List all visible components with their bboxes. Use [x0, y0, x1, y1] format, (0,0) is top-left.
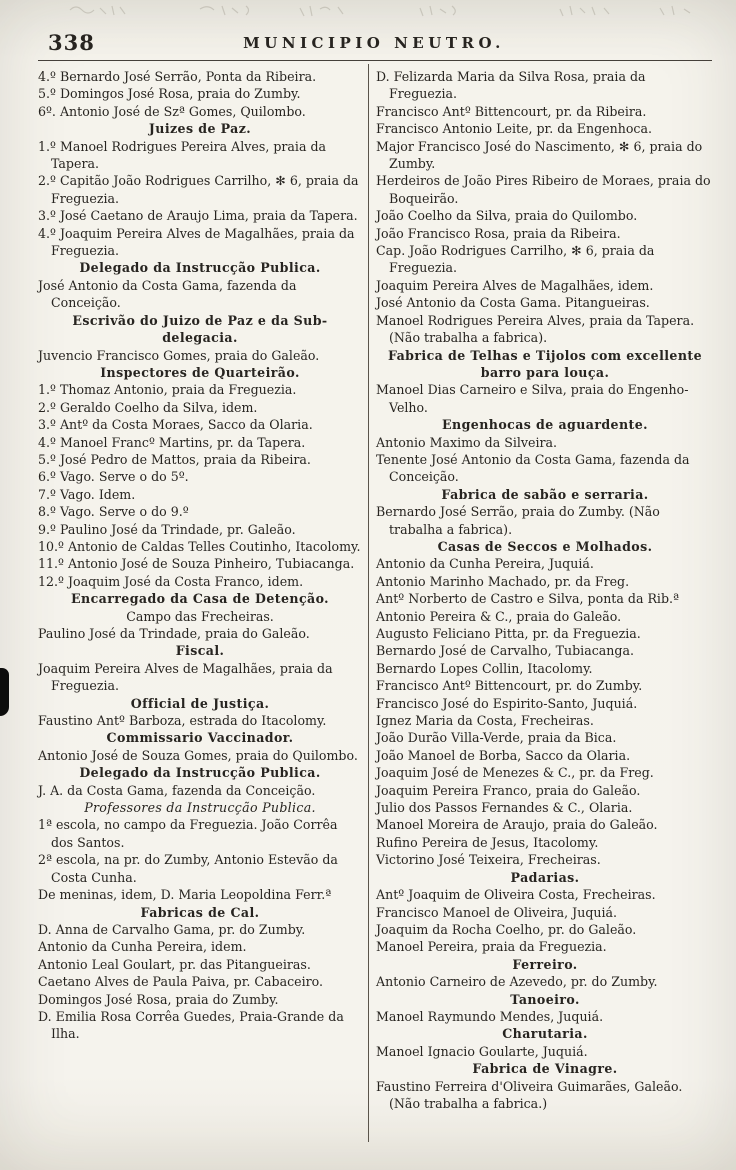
section-heading: Encarregado da Casa de Detenção. [71, 591, 329, 607]
directory-entry: 6º. Antonio José de Szª Gomes, Quilombo. [38, 103, 306, 119]
directory-entry: Antonio da Cunha Pereira, idem. [38, 939, 247, 955]
section-heading: Escrivão do Juizo de Paz e da Sub-delegacia. [72, 312, 328, 346]
directory-entry: Bernardo José de Carvalho, Tubiacanga. [376, 643, 634, 659]
directory-entry: Joaquim Pereira Alves de Magalhães, praia da Freguezia. [38, 660, 333, 694]
directory-entry: Major Francisco José do Nascimento, ✻ 6, praia do Zumby. [376, 138, 703, 172]
directory-entry: Antonio da Cunha Pereira, Juquiá. [376, 556, 594, 572]
section-heading: Delegado da Instrucção Publica. [79, 765, 321, 781]
directory-entry: Antonio Leal Goulart, pr. das Pitangueiras. [38, 956, 311, 972]
directory-entry: 2ª escola, na pr. do Zumby, Antonio Estevão da Costa Cunha. [38, 852, 338, 885]
page-header [38, 28, 710, 58]
section-heading: Fiscal. [175, 643, 225, 659]
directory-entry: Antonio Carneiro de Azevedo, pr. do Zumby. [376, 974, 658, 990]
section-heading: Fabricas de Cal. [140, 904, 260, 920]
section-heading: Fabrica de sabão e serraria. [441, 486, 649, 502]
directory-entry: 4.º Manoel Francº Martins, pr. da Tapera. [38, 434, 306, 450]
directory-entry: 5.º José Pedro de Mattos, praia da Ribeira. [38, 451, 311, 467]
directory-entry: 3.º Antº da Costa Moraes, Sacco da Olaria. [38, 417, 313, 433]
directory-entry: 4.º Joaquim Pereira Alves de Magalhães, praia da Freguezia. [38, 225, 355, 259]
directory-entry: 9.º Paulino José da Trindade, pr. Galeão. [38, 521, 296, 537]
directory-entry: Joaquim da Rocha Coelho, pr. do Galeão. [376, 921, 637, 937]
directory-entry: 1ª escola, no campo da Freguezia. João Corrêa dos Santos. [38, 817, 338, 850]
directory-entry: João Durão Villa-Verde, praia da Bica. [376, 730, 617, 746]
directory-entry: Juvencio Francisco Gomes, praia do Galeão. [38, 347, 320, 363]
section-heading: Professores da Instrucção Publica. [84, 800, 316, 816]
directory-entry: Caetano Alves de Paula Paiva, pr. Cabaceiro. [38, 974, 324, 990]
directory-entry: Victorino José Teixeira, Frecheiras. [376, 852, 601, 868]
directory-entry: Faustino Antº Barboza, estrada do Itacolomy. [38, 713, 327, 729]
directory-entry: Herdeiros de João Pires Ribeiro de Moraes, praia do Boqueirão. [376, 173, 711, 206]
directory-entry: 12.º Joaquim José da Costa Franco, idem. [38, 573, 304, 589]
directory-entry: Manoel Raymundo Mendes, Juquiá. [376, 1008, 604, 1024]
section-heading: Casas de Seccos e Molhados. [437, 538, 653, 554]
page-title: MUNICIPIO NEUTRO. [243, 34, 505, 52]
section-heading: Official de Justiça. [130, 695, 270, 711]
directory-entry: Antonio José de Souza Gomes, praia do Quilombo. [38, 747, 358, 763]
directory-entry: Antonio Pereira & C., praia do Galeão. [376, 608, 622, 624]
header-rule [38, 60, 712, 61]
directory-entry: Antonio Maximo da Silveira. [376, 434, 558, 450]
directory-entry: 6.º Vago. Serve o do 5º. [38, 469, 189, 485]
section-heading: Ferreiro. [512, 956, 578, 972]
section-heading: Fabrica de Vinagre. [472, 1061, 618, 1077]
directory-entry: D. Emilia Rosa Corrêa Guedes, Praia-Grande da Ilha. [38, 1008, 344, 1042]
directory-entry: 11.º Antonio José de Souza Pinheiro, Tubiacanga. [38, 556, 355, 572]
directory-columns [38, 68, 714, 1146]
directory-entry: Manoel Ignacio Goularte, Juquiá. [376, 1043, 588, 1059]
directory-entry: Francisco Antº Bittencourt, pr. do Zumby. [376, 678, 643, 694]
section-heading: Fabrica de Telhas e Tijolos com excellente barro para louça. [387, 347, 703, 380]
directory-entry: José Antonio da Costa Gama, fazenda da Conceição. [38, 277, 297, 311]
section-heading: Delegado da Instrucção Publica. [79, 260, 321, 276]
directory-entry: Julio dos Passos Fernandes & C., Olaria. [376, 800, 633, 816]
directory-entry: Paulino José da Trindade, praia do Galeão. [38, 626, 310, 641]
directory-entry: Joaquim Pereira Franco, praia do Galeão. [376, 782, 641, 798]
directory-entry: João Francisco Rosa, praia da Ribeira. [376, 225, 621, 241]
section-heading: Charutaria. [502, 1026, 588, 1042]
directory-entry: Antonio Marinho Machado, pr. da Freg. [376, 573, 630, 589]
directory-entry: D. Felizarda Maria da Silva Rosa, praia da Freguezia. [376, 69, 646, 102]
directory-entry: J. A. da Costa Gama, fazenda da Conceição. [38, 782, 316, 798]
directory-entry: 2.º Capitão João Rodrigues Carrilho, ✻ 6, praia da Freguezia. [38, 173, 359, 206]
directory-entry: Francisco Antº Bittencourt, pr. da Ribeira. [376, 103, 647, 119]
directory-entry: José Antonio da Costa Gama. Pitangueiras. [376, 295, 650, 311]
left-column [38, 68, 362, 1146]
directory-entry: Francisco José do Espirito-Santo, Juquiá. [376, 695, 638, 711]
directory-entry: Manoel Moreira de Araujo, praia do Galeão. [376, 817, 658, 833]
directory-entry: Antº Norberto de Castro e Silva, ponta da Rib.ª [376, 591, 680, 607]
directory-entry: 8.º Vago. Serve o do 9.º [38, 504, 189, 520]
directory-entry: Rufino Pereira de Jesus, Itacolomy. [376, 834, 599, 850]
directory-entry: Cap. João Rodrigues Carrilho, ✻ 6, praia da Freguezia. [376, 243, 655, 276]
directory-entry: Augusto Feliciano Pitta, pr. da Freguezia. [376, 626, 641, 641]
page-number: 338 [48, 30, 95, 55]
directory-entry: 1.º Manoel Rodrigues Pereira Alves, praia da Tapera. [38, 138, 327, 172]
section-heading: Inspectores de Quarteirão. [100, 364, 300, 380]
directory-entry: Francisco Antonio Leite, pr. da Engenhoca. [376, 121, 652, 137]
section-heading: Engenhocas de aguardente. [442, 417, 648, 433]
directory-entry: Faustino Ferreira d'Oliveira Guimarães, Galeão. (Não trabalha a fabrica.) [376, 1078, 683, 1111]
ink-blot-artifact [0, 668, 9, 716]
directory-entry: Francisco Manoel de Oliveira, Juquiá. [376, 904, 618, 920]
directory-entry: Tenente José Antonio da Costa Gama, fazenda da Conceição. [376, 451, 690, 485]
directory-entry: João Coelho da Silva, praia do Quilombo. [376, 208, 638, 224]
directory-entry: 2.º Geraldo Coelho da Silva, idem. [38, 399, 258, 415]
right-column [376, 68, 714, 1146]
directory-entry: 1.º Thomaz Antonio, praia da Freguezia. [38, 382, 297, 398]
directory-entry: Campo das Frecheiras. [126, 608, 274, 624]
directory-entry: Joaquim José de Menezes & C., pr. da Freg. [376, 765, 654, 781]
directory-entry: Manoel Rodrigues Pereira Alves, praia da Tapera. (Não trabalha a fabrica). [376, 312, 695, 346]
directory-entry: Ignez Maria da Costa, Frecheiras. [376, 713, 594, 729]
section-heading: Commissario Vaccinador. [106, 730, 294, 746]
directory-entry: D. Anna de Carvalho Gama, pr. do Zumby. [38, 921, 306, 937]
directory-entry: 3.º José Caetano de Araujo Lima, praia da Tapera. [38, 208, 358, 224]
directory-entry: João Manoel de Borba, Sacco da Olaria. [376, 747, 631, 763]
directory-entry: De meninas, idem, D. Maria Leopoldina Ferr.ª [38, 887, 332, 903]
section-heading: Tanoeiro. [510, 991, 580, 1007]
directory-entry: 10.º Antonio de Caldas Telles Coutinho, Itacolomy. [38, 538, 361, 554]
directory-entry: Domingos José Rosa, praia do Zumby. [38, 991, 279, 1007]
directory-entry: 7.º Vago. Idem. [38, 486, 136, 502]
directory-entry: Joaquim Pereira Alves de Magalhães, idem. [376, 277, 654, 293]
directory-entry: Bernardo José Serrão, praia do Zumby. (Não trabalha a fabrica). [376, 504, 660, 537]
directory-entry: Manoel Dias Carneiro e Silva, praia do Engenho-Velho. [376, 382, 689, 415]
directory-entry: Antº Joaquim de Oliveira Costa, Frecheiras. [376, 887, 656, 903]
section-heading: Juizes de Paz. [148, 121, 252, 137]
section-heading: Padarias. [510, 869, 580, 885]
directory-entry: Bernardo Lopes Collin, Itacolomy. [376, 660, 593, 676]
column-gap [362, 68, 376, 1146]
directory-entry: Manoel Pereira, praia da Freguezia. [376, 939, 607, 955]
directory-entry: 5.º Domingos José Rosa, praia do Zumby. [38, 86, 301, 102]
directory-entry: 4.º Bernardo José Serrão, Ponta da Ribeira. [38, 69, 317, 84]
